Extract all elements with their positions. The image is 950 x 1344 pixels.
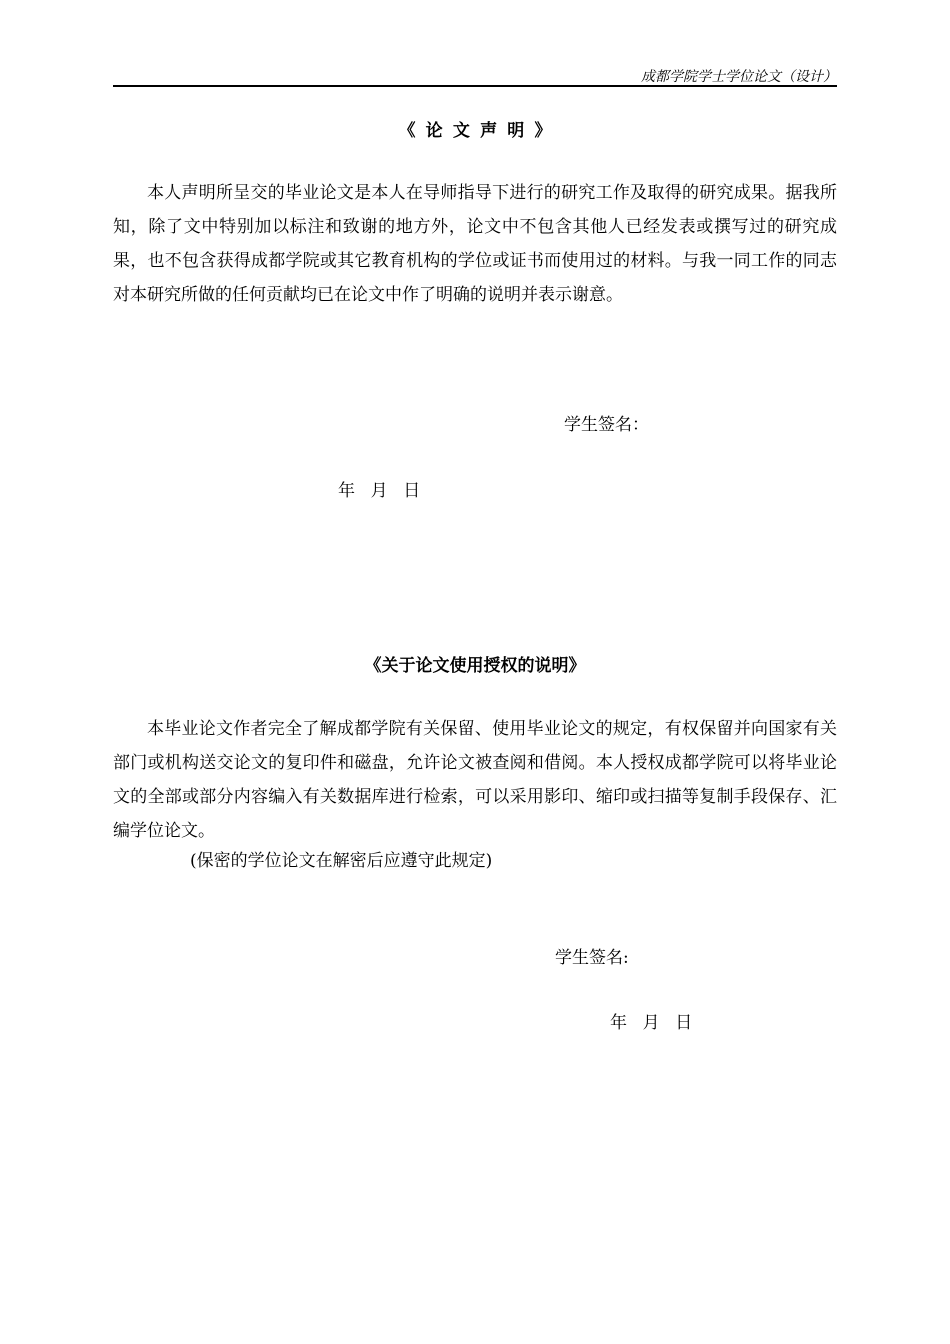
authorization-body: 本毕业论文作者完全了解成都学院有关保留、使用毕业论文的规定，有权保留并向国家有关部门或机构送交论文的复印件和磁盘，允许论文被查阅和借阅。本人授权成都学院可以将毕业论文的全部或部分内容编入有关数据库进行检索，可以采用影印、缩印或扫描等复制手段保存、汇编学位论文。 [113,719,837,841]
declaration-date-label: 年 月 日 [338,481,421,501]
header-rule [113,85,837,87]
declaration-title: 《论文声明》 [398,121,562,141]
confidentiality-note: (保密的学位论文在解密后应遵守此规定) [190,851,493,871]
running-header: 成都学院学士学位论文（设计） [641,69,837,85]
declaration-signature-label: 学生签名： [564,415,649,435]
authorization-title: 《关于论文使用授权的说明》 [364,656,586,676]
authorization-date-label: 年 月 日 [610,1013,693,1033]
authorization-signature-label: 学生签名: [555,948,629,968]
declaration-body: 本人声明所呈交的毕业论文是本人在导师指导下进行的研究工作及取得的研究成果。据我所知，除了文中特别加以标注和致谢的地方外，论文中不包含其他人已经发表或撰写过的研究成果，也不包含获得成都学院或其它教育机构的学位或证书而使用过的材料。与我一同工作的同志对本研究所做的任何贡献均已在论文中作了明确的说明并表示谢意。 [113,183,837,305]
